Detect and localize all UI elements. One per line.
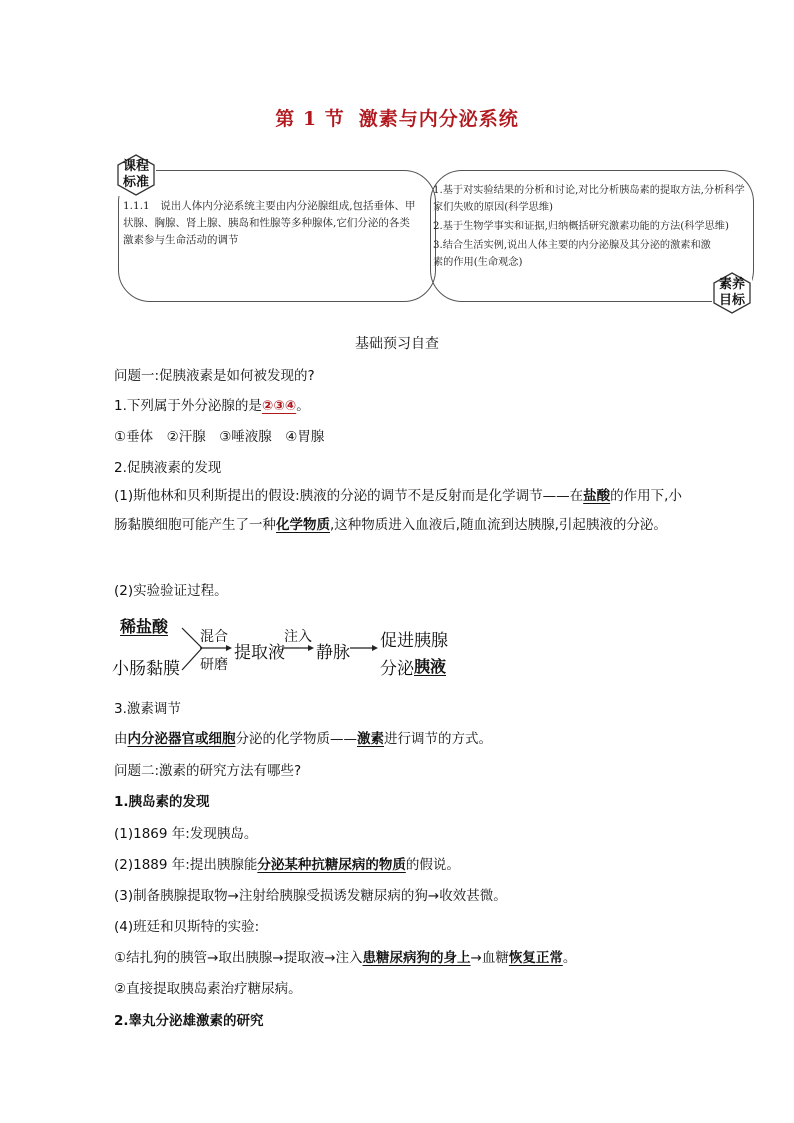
diagram-vein: 静脉 bbox=[316, 643, 350, 663]
page-title bbox=[0, 104, 794, 131]
experiment-diagram bbox=[112, 612, 452, 682]
answer-blank: ②③④ bbox=[261, 398, 297, 414]
section-number: 第 1 节 bbox=[275, 108, 345, 130]
q2-line6: ②直接提取胰岛素治疗糖尿病。 bbox=[114, 981, 302, 997]
diagram-extract: 提取液 bbox=[234, 643, 285, 663]
q2-line2: (2)1889 年:提出胰腺能分泌某种抗糖尿病的物质的假说。 bbox=[114, 857, 460, 873]
q2-line5: ①结扎狗的胰管→取出胰腺→提取液→注入患糖尿病狗的身上→血糖恢复正常。 bbox=[114, 950, 577, 966]
section-name: 激素与内分泌系统 bbox=[358, 108, 519, 130]
curriculum-label-badge bbox=[116, 154, 156, 196]
goal-item: 2.基于生物学事实和证据,归纳概括研究激素功能的方法(科学思维) bbox=[433, 221, 729, 232]
q1-paragraph-1: (1)斯他林和贝利斯提出的假设:胰液的分泌的调节不是反射而是化学调节——在盐酸的作用下,小肠黏膜细胞可能产生了一种化学物质,这种物质进入血液后,随血流到达胰腺,引起胰液的分泌。 bbox=[114, 488, 682, 533]
goals-label-badge bbox=[712, 272, 752, 314]
q1-item2: 2.促胰液素的发现 bbox=[114, 460, 222, 476]
diagram-promote: 促进胰腺 bbox=[380, 631, 448, 651]
diagram-arrow bbox=[350, 644, 378, 652]
goals-label: 素养目标 bbox=[718, 277, 745, 308]
q1-item3-text: 由内分泌器官或细胞分泌的化学物质——激素进行调节的方式。 bbox=[114, 731, 492, 747]
answer-blank: 内分泌器官或细胞 bbox=[127, 731, 236, 747]
answer-blank: 患糖尿病狗的身上 bbox=[362, 950, 471, 966]
curriculum-text: 1.1.1 说出人体内分泌系统主要由内分泌腺组成,包括垂体、甲状腺、胸腺、肾上腺、胰岛和性腺等多种腺体,它们分泌的各类激素参与生命活动的调节 bbox=[123, 200, 416, 246]
q1-item3: 3.激素调节 bbox=[114, 701, 181, 717]
q1-paragraph-2: (2)实验验证过程。 bbox=[114, 583, 228, 599]
literacy-goals-list bbox=[433, 182, 749, 273]
q2-sub2: 2.睾丸分泌雄激素的研究 bbox=[114, 1013, 264, 1029]
goal-item: 3.结合生活实例,说出人体主要的内分泌腺及其分泌的激素和激素的作用(生命观念) bbox=[433, 240, 711, 268]
diagram-inject: 注入 bbox=[284, 629, 312, 645]
question-one-title: 问题一:促胰液素是如何被发现的? bbox=[114, 368, 315, 384]
answer-blank: 激素 bbox=[357, 731, 384, 747]
answer-blank: 恢复正常 bbox=[508, 950, 563, 966]
question-two-title: 问题二:激素的研究方法有哪些? bbox=[114, 763, 302, 779]
q1-item1: 1.下列属于外分泌腺的是②③④。 bbox=[114, 398, 310, 414]
q2-line3: (3)制备胰腺提取物→注射给胰腺受损诱发糖尿病的狗→收效甚微。 bbox=[114, 888, 507, 904]
curriculum-label: 课程标准 bbox=[122, 159, 149, 190]
diagram-mix: 混合 bbox=[200, 629, 228, 645]
diagram-grind: 研磨 bbox=[200, 657, 228, 673]
answer-blank: 盐酸 bbox=[583, 488, 611, 504]
q2-sub1: 1.胰岛素的发现 bbox=[114, 794, 210, 810]
answer-blank: 化学物质 bbox=[276, 517, 330, 533]
diagram-secrete: 分泌 bbox=[380, 659, 414, 679]
diagram-mucosa: 小肠黏膜 bbox=[112, 659, 180, 679]
q1-options: ①垂体 ②汗腺 ③唾液腺 ④胃腺 bbox=[114, 429, 325, 445]
preview-heading: 基础预习自查 bbox=[355, 336, 439, 352]
q2-line4: (4)班廷和贝斯特的实验: bbox=[114, 919, 260, 935]
goal-item: 1.基于对实验结果的分析和讨论,对比分析胰岛素的提取方法,分析科学家们失败的原因(科学思维) bbox=[433, 185, 745, 213]
diagram-acid: 稀盐酸 bbox=[120, 617, 169, 636]
diagram-arrow bbox=[200, 644, 232, 652]
q2-line1: (1)1869 年:发现胰岛。 bbox=[114, 826, 258, 842]
diagram-juice: 胰液 bbox=[414, 657, 447, 676]
diagram-arrow bbox=[282, 644, 314, 652]
answer-blank: 分泌某种抗糖尿病的物质 bbox=[257, 857, 406, 873]
